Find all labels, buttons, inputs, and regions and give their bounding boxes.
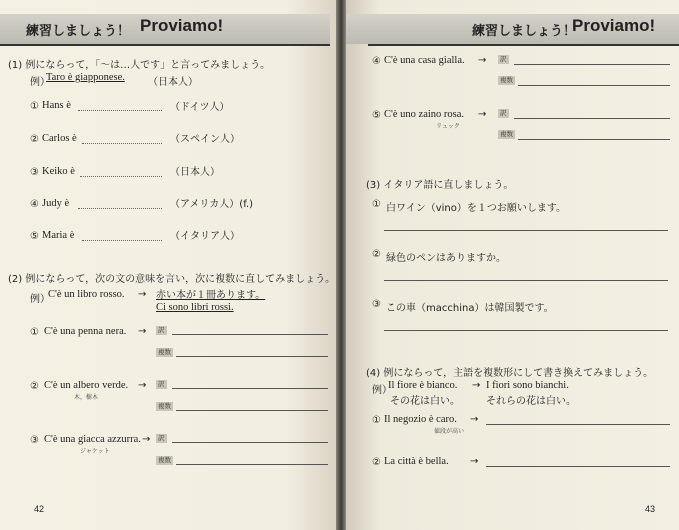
left-page [0, 0, 336, 530]
translation-answer-line[interactable] [172, 334, 328, 335]
ex1-item-hint: （アメリカ人）(f.) [170, 199, 254, 210]
ex1-item-text: Maria è [42, 230, 75, 241]
ex2-item-arrow: → [478, 109, 487, 120]
ex3-instruction: (3) イタリア語に直しましょう。 [366, 180, 514, 191]
ex2-example-label: 例） [30, 294, 50, 305]
ex1-item-num: ② [30, 134, 39, 145]
ex2-item-text: C'è un albero verde. [44, 380, 129, 391]
right-header-bar [346, 14, 679, 44]
ex3-item-text: 白ワイン（vino）を１つお願いします。 [386, 203, 567, 214]
ex2-item-gloss: リュック [436, 123, 460, 130]
translation-tag: 訳 [158, 326, 165, 334]
translation-answer-line[interactable] [514, 118, 670, 119]
ex1-item-num: ④ [30, 199, 39, 210]
ex1-answer-line[interactable] [78, 208, 162, 209]
ex3-answer-line[interactable] [384, 230, 668, 231]
ex4-item-gloss: 値段が高い [434, 428, 465, 435]
plural-answer-line[interactable] [176, 464, 328, 465]
translation-tag: 訳 [500, 55, 507, 63]
ex3-item-text: 緑色のペンはありますか。 [386, 253, 506, 264]
plural-tag: 複数 [158, 456, 171, 464]
right-page [346, 0, 679, 530]
plural-tag: 複数 [500, 76, 513, 84]
right-header-rule [368, 44, 679, 46]
plural-answer-line[interactable] [176, 356, 328, 357]
ex2-item-num: ② [30, 381, 39, 392]
ex1-item-num: ① [30, 101, 39, 112]
plural-answer-line[interactable] [518, 85, 670, 86]
ex1-example-sentence: Taro è giapponese. [46, 72, 125, 83]
ex3-item-num: ③ [372, 299, 381, 310]
ex1-answer-line[interactable] [78, 110, 162, 111]
ex4-item-text: Il negozio è caro. [384, 414, 457, 425]
translation-answer-line[interactable] [514, 64, 670, 65]
ex2-item-arrow: → [138, 380, 147, 391]
ex1-instruction: (1) 例にならって，「～は…人です」と言ってみましょう。 [8, 60, 271, 71]
ex2-instruction: (2) 例にならって，次の文の意味を言い，次に複数に直してみましょう。 [8, 274, 336, 285]
ex2-item-arrow: → [138, 326, 147, 337]
ex2-item-gloss: ジャケット [80, 448, 110, 455]
book-gutter [336, 0, 346, 530]
translation-tag: 訳 [500, 109, 507, 117]
ex1-item-text: Hans è [42, 100, 71, 111]
left-page-number: 42 [34, 504, 45, 514]
plural-answer-line[interactable] [176, 410, 328, 411]
ex2-item-text: C'è uno zaino rosa. [384, 109, 465, 120]
ex1-item-num: ⑤ [30, 231, 39, 242]
ex2-example-meaning: 赤い本が１冊あります。 [156, 290, 266, 301]
ex2-example-plural: Ci sono libri rossi. [156, 302, 234, 313]
ex4-answer-line[interactable] [486, 466, 670, 467]
ex2-item-text: C'è una casa gialla. [384, 55, 465, 66]
plural-answer-line[interactable] [518, 139, 670, 140]
ex3-item-num: ① [372, 199, 381, 210]
ex4-example-meaning-plural: それらの花は白い。 [486, 396, 576, 407]
ex1-example-label: 例） [30, 77, 50, 88]
ex1-answer-line[interactable] [82, 240, 162, 241]
ex2-item-text: C'è una penna nera. [44, 326, 127, 337]
plural-tag: 複数 [158, 402, 171, 410]
ex4-example-label: 例） [372, 385, 392, 396]
right-page-number: 43 [644, 504, 655, 514]
right-header-it: Proviamo! [572, 16, 656, 35]
ex1-item-hint: （日本人） [170, 167, 220, 178]
ex2-item-num: ① [30, 327, 39, 338]
ex1-example-hint: （日本人） [148, 77, 198, 88]
ex4-instruction: (4) 例にならって，主語を複数形にして書き換えてみましょう。 [366, 368, 654, 379]
ex2-item-num: ⑤ [372, 110, 381, 121]
ex1-answer-line[interactable] [82, 143, 162, 144]
ex1-item-num: ③ [30, 167, 39, 178]
ex4-item-num: ② [372, 457, 381, 468]
ex2-item-arrow: → [142, 434, 151, 445]
ex1-item-text: Keiko è [42, 166, 75, 177]
left-header-rule [0, 44, 330, 46]
left-header-jp: 練習しましょう！ [26, 24, 131, 39]
ex3-item-text: この車（macchina）は韓国製です。 [386, 303, 554, 314]
ex2-item-num: ④ [372, 56, 381, 67]
plural-tag: 複数 [500, 130, 513, 138]
plural-tag: 複数 [158, 348, 171, 356]
ex4-item-text: La città è bella. [384, 456, 449, 467]
ex1-item-hint: （ドイツ人） [170, 102, 230, 113]
left-header-it: Proviamo! [140, 16, 224, 35]
ex2-item-text: C'è una giacca azzurra. [44, 434, 141, 445]
ex2-example-arrow: → [138, 289, 147, 300]
ex4-answer-line[interactable] [486, 424, 670, 425]
ex4-item-num: ① [372, 415, 381, 426]
left-header-bar [0, 14, 330, 44]
ex2-item-num: ③ [30, 435, 39, 446]
ex4-item-arrow: → [470, 456, 479, 467]
translation-answer-line[interactable] [172, 442, 328, 443]
ex2-item-arrow: → [478, 55, 487, 66]
ex1-item-text: Judy è [42, 198, 70, 209]
ex2-item-gloss: 木，樹木 [74, 394, 99, 401]
translation-tag: 訳 [158, 434, 165, 442]
ex2-example-sentence: C'è un libro rosso. [48, 289, 125, 300]
ex1-item-hint: （スペイン人） [170, 134, 240, 145]
ex1-item-text: Carlos è [42, 133, 77, 144]
ex4-item-arrow: → [470, 414, 479, 425]
ex4-example-sentence: Il fiore è bianco. [388, 380, 458, 391]
ex4-example-meaning-singular: その花は白い。 [390, 396, 460, 407]
translation-tag: 訳 [158, 380, 165, 388]
ex3-answer-line[interactable] [384, 330, 668, 331]
ex4-example-arrow: → [472, 380, 481, 391]
ex1-answer-line[interactable] [80, 176, 162, 177]
ex4-example-plural: I fiori sono bianchi. [486, 380, 569, 391]
translation-answer-line[interactable] [172, 388, 328, 389]
ex1-item-hint: （イタリア人） [170, 231, 240, 242]
ex3-item-num: ② [372, 249, 381, 260]
right-header-jp: 練習しましょう！ [472, 24, 577, 39]
ex3-answer-line[interactable] [384, 280, 668, 281]
